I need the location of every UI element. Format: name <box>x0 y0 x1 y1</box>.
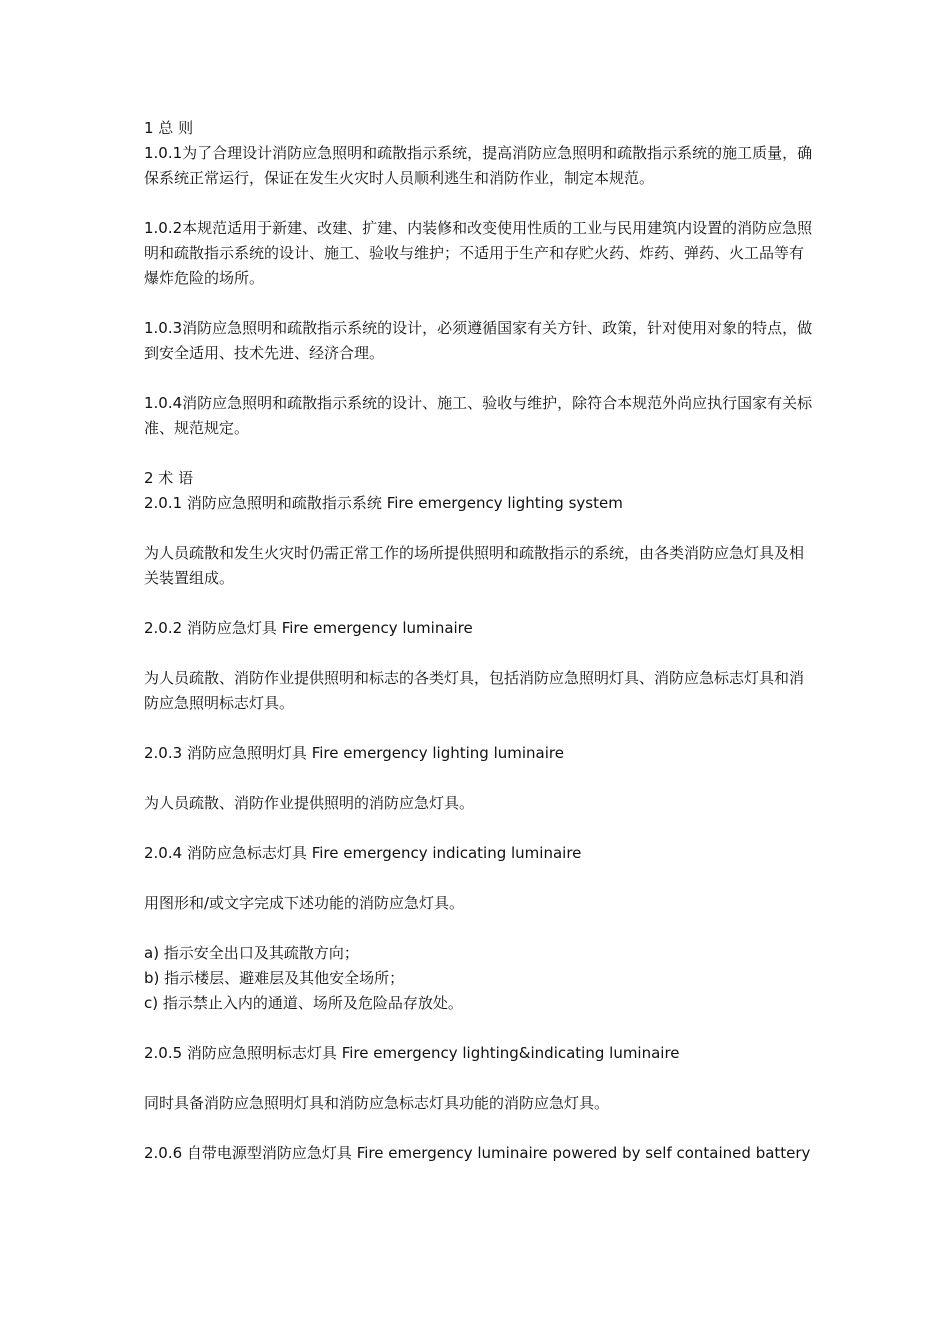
document-page <box>144 116 814 1166</box>
term-2-0-6-title: 2.0.6 自带电源型消防应急灯具 Fire emergency luminaire powered by self contained battery <box>144 1144 811 1162</box>
list-item: a) 指示安全出口及其疏散方向； <box>144 944 359 962</box>
chapter-1-heading: 1 总 则 <box>144 119 194 137</box>
term-2-0-1-definition: 为人员疏散和发生火灾时仍需正常工作的场所提供照明和疏散指示的系统，由各类消防应急灯具及相关装置组成。 <box>144 544 805 587</box>
term-2-0-2-title: 2.0.2 消防应急灯具 Fire emergency luminaire <box>144 619 473 637</box>
term-2-0-4-title: 2.0.4 消防应急标志灯具 Fire emergency indicating luminaire <box>144 844 582 862</box>
term-2-0-5-definition: 同时具备消防应急照明灯具和消防应急标志灯具功能的消防应急灯具。 <box>144 1094 610 1112</box>
list-item: b) 指示楼层、避难层及其他安全场所； <box>144 969 405 987</box>
term-2-0-3-definition: 为人员疏散、消防作业提供照明的消防应急灯具。 <box>144 794 475 812</box>
clause-1-0-1: 1.0.1为了合理设计消防应急照明和疏散指示系统，提高消防应急照明和疏散指示系统的施工质量，确保系统正常运行，保证在发生火灾时人员顺利逃生和消防作业，制定本规范。 <box>144 144 813 187</box>
term-2-0-5-title: 2.0.5 消防应急照明标志灯具 Fire emergency lighting&indicating luminaire <box>144 1044 680 1062</box>
clause-1-0-4: 1.0.4消防应急照明和疏散指示系统的设计、施工、验收与维护，除符合本规范外尚应执行国家有关标准、规范规定。 <box>144 394 813 437</box>
clause-1-0-2: 1.0.2本规范适用于新建、改建、扩建、内装修和改变使用性质的工业与民用建筑内设置的消防应急照明和疏散指示系统的设计、施工、验收与维护；不适用于生产和存贮火药、炸药、弹药、火工品等有爆炸危险的场所。 <box>144 219 813 287</box>
term-2-0-3-title: 2.0.3 消防应急照明灯具 Fire emergency lighting luminaire <box>144 744 564 762</box>
chapter-2-heading: 2 术 语 <box>144 469 194 487</box>
term-2-0-4-definition: 用图形和/或文字完成下述功能的消防应急灯具。 <box>144 894 465 912</box>
term-2-0-1-title: 2.0.1 消防应急照明和疏散指示系统 Fire emergency lighting system <box>144 494 623 512</box>
list-item: c) 指示禁止入内的通道、场所及危险品存放处。 <box>144 994 463 1012</box>
clause-1-0-3: 1.0.3消防应急照明和疏散指示系统的设计，必须遵循国家有关方针、政策，针对使用对象的特点，做到安全适用、技术先进、经济合理。 <box>144 319 813 362</box>
term-2-0-2-definition: 为人员疏散、消防作业提供照明和标志的各类灯具，包括消防应急照明灯具、消防应急标志灯具和消防应急照明标志灯具。 <box>144 669 805 712</box>
